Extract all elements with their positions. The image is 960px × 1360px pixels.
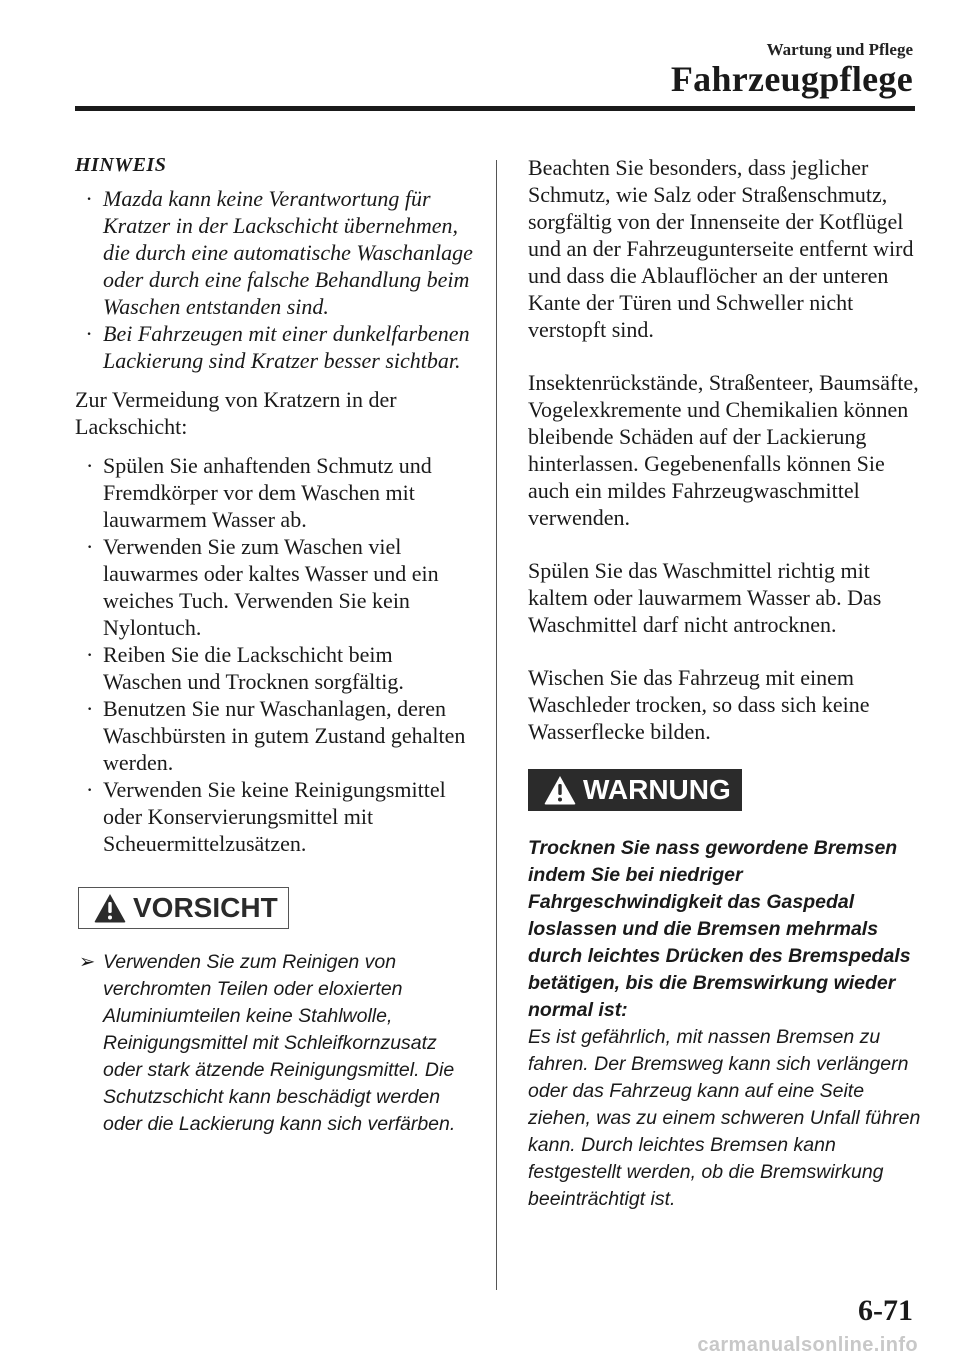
note-item: [75, 185, 475, 320]
tip-item: [75, 533, 475, 641]
tip-item: [75, 695, 475, 776]
bullet-icon: ·: [86, 777, 94, 802]
warning-label: WARNUNG: [583, 774, 731, 805]
right-column: [528, 154, 923, 1213]
tip-item: [75, 641, 475, 695]
caution-text: Verwenden Sie zum Reinigen von verchromten Teilen oder eloxierten Aluminiumteilen keine Stahlwolle, Reinigungsmittel mit Schleifkornzusatz oder stark ätzende Reinigungsmittel. Die Schutzschicht kann beschädigt werden oder die Lackierung kann sich verfärben.: [103, 951, 456, 1135]
tip-text: Spülen Sie anhaftenden Schmutz und Fremdkörper vor dem Waschen mit lauwarmem Wasser ab.: [103, 453, 432, 532]
header-rule: [75, 106, 915, 111]
tips-list: [75, 452, 475, 857]
note-item-text: Bei Fahrzeugen mit einer dunkelfarbenen Lackierung sind Kratzer besser sichtbar.: [103, 321, 470, 373]
page-number: 6-71: [858, 1294, 913, 1327]
section-label: Wartung und Pflege: [766, 40, 913, 59]
tip-item: [75, 452, 475, 533]
note-title: HINWEIS: [75, 154, 167, 176]
bullet-icon: ·: [86, 696, 94, 721]
note-item-text: Mazda kann keine Verantwortung für Kratzer in der Lackschicht übernehmen, die durch eine automatische Waschanlage oder durch eine falsche Behandlung beim Waschen entstanden sind.: [103, 186, 473, 319]
note-item: [75, 320, 475, 374]
bullet-icon: ·: [86, 453, 94, 478]
warning-triangle-icon: [93, 892, 127, 924]
tip-item: [75, 776, 475, 857]
warning-text: Es ist gefährlich, mit nassen Bremsen zu fahren. Der Bremsweg kann sich verlängern oder das Fahrzeug kann auf eine Seite ziehen, was zu einem schweren Unfall führen kann. Durch leichtes Bremsen kann festgestellt werden, ob die Bremswirkung beeinträchtigt ist.: [528, 1026, 921, 1210]
warning-triangle-icon: [543, 774, 577, 806]
tip-text: Verwenden Sie zum Waschen viel lauwarmes oder kaltes Wasser und ein weiches Tuch. Verwenden Sie kein Nylontuch.: [103, 534, 439, 640]
paragraph: Insektenrückstände, Straßenteer, Baumsäfte, Vogelexkremente und Chemikalien können bleibende Schäden auf der Lackierung hinterlassen. Gegebenenfalls können Sie auch ein mildes Fahrzeugwaschmittel verwenden.: [528, 370, 919, 530]
tip-text: Benutzen Sie nur Waschanlagen, deren Waschbürsten in gutem Zustand gehalten werden.: [103, 696, 466, 775]
column-divider: [496, 160, 497, 1290]
left-column: [75, 154, 475, 1138]
warning-bold-text: Trocknen Sie nass gewordene Bremsen indem Sie bei niedriger Fahrgeschwindigkeit das Gaspedal loslassen und die Bremsen mehrmals durch leichtes Drücken des Bremspedals betätigen, bis die Bremswirkung wieder normal ist:: [528, 837, 911, 1021]
caution-label: VORSICHT: [133, 892, 278, 923]
bullet-icon: ·: [86, 186, 92, 211]
arrow-bullet-icon: ➢: [79, 951, 96, 973]
note-list: [75, 185, 475, 374]
paragraph: Spülen Sie das Waschmittel richtig mit kaltem oder lauwarmem Wasser ab. Das Waschmittel darf nicht antrocknen.: [528, 558, 882, 637]
intro-text: Zur Vermeidung von Kratzern in der Lackschicht:: [75, 387, 397, 439]
caution-badge: [78, 887, 289, 929]
warning-badge: [528, 769, 742, 811]
tip-text: Verwenden Sie keine Reinigungsmittel oder Konservierungsmittel mit Scheuermittelzusätzen.: [103, 777, 446, 856]
paragraph: Wischen Sie das Fahrzeug mit einem Waschleder trocken, so dass sich keine Wasserflecke bilden.: [528, 665, 870, 744]
watermark: carmanualsonline.info: [697, 1334, 918, 1356]
bullet-icon: ·: [86, 321, 92, 346]
page-title: Fahrzeugpflege: [670, 59, 913, 99]
bullet-icon: ·: [86, 642, 94, 667]
paragraph: Beachten Sie besonders, dass jeglicher Schmutz, wie Salz oder Straßenschmutz, sorgfältig von der Innenseite der Kotflügel und an der Fahrzeugunterseite entfernt wird und dass die Ablauflöcher an der unteren Kante der Türen und Schweller nicht verstopft sind.: [528, 155, 914, 342]
bullet-icon: ·: [86, 534, 94, 559]
tip-text: Reiben Sie die Lackschicht beim Waschen und Trocknen sorgfältig.: [103, 642, 404, 694]
caution-item: [75, 949, 475, 1138]
